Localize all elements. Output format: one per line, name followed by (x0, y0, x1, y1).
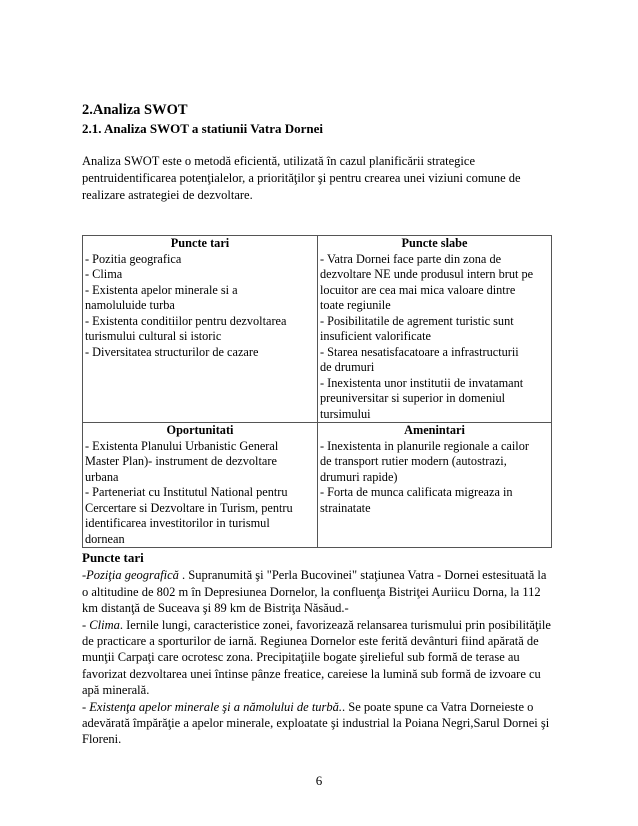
swot-table (82, 235, 552, 548)
swot-item-line: locuitor are cea mai mica valoare dintre (320, 282, 516, 297)
swot-item-line: - Diversitatea structurilor de cazare (85, 344, 259, 359)
swot-item-line: Master Plan)- instrument de dezvoltare (85, 454, 277, 468)
swot-item-line: de transport rutier modern (autostrazi, (320, 454, 507, 468)
subsection-heading: 2.1. Analiza SWOT a statiunii Vatra Dornei (82, 121, 324, 136)
mineral-waters-text: . Se poate spune ca Vatra Dorneieste o adevărată împărăţie a apelor minerale, exploatate şi industrial la Poiana Negri,Sarul Dornei şi Floreni. (82, 699, 550, 747)
swot-item-line: - Clima (85, 267, 123, 281)
swot-item-line: dezvoltare NE unde produsul intern brut pe (320, 267, 534, 281)
swot-item-line: - Inexistenta unor institutii de invatamant (320, 375, 524, 390)
paragraph-climate (82, 617, 552, 699)
swot-item-line: tursimului (320, 406, 371, 421)
swot-item-line: - Posibilitatile de agrement turistic sunt (320, 313, 514, 328)
swot-item-line: strainatate (320, 500, 371, 515)
swot-item-line: urbana (85, 469, 119, 484)
swot-item-line: - Inexistenta in planurile regionale a cailor (320, 438, 529, 453)
swot-row-top (83, 236, 552, 423)
swot-item-line: - Starea nesatisfacatoare a infrastructurii (320, 344, 519, 359)
swot-item-line: drumuri rapide) (320, 469, 398, 484)
swot-item-line: - Parteneriat cu Institutul National pentru (85, 485, 288, 499)
swot-item-line: Cercertare si Dezvoltare in Turism, pentru (85, 500, 293, 515)
strengths-cell (83, 236, 318, 423)
swot-item-line: toate regiunile (320, 298, 391, 312)
strengths-section (82, 550, 552, 748)
geography-label: -Poziţia geografică (82, 568, 179, 583)
swot-item-line: insuficient valorificate (320, 329, 431, 343)
swot-item-line: - Existenta conditiilor pentru dezvoltarea (85, 313, 287, 328)
swot-item-line: identificarea investitorilor in turismul (85, 516, 270, 530)
swot-item-line: de drumuri (320, 360, 375, 374)
threats-list (320, 439, 549, 517)
paragraph-geography (82, 567, 552, 616)
weaknesses-list (320, 252, 549, 423)
swot-item-line: turismului cultural si istoric (85, 329, 222, 343)
swot-item-line: - Forta de munca calificata migreaza in (320, 485, 513, 499)
opportunities-cell (83, 423, 318, 548)
paragraph-mineral-waters (82, 699, 552, 748)
swot-item-line: - Vatra Dornei face parte din zona de (320, 251, 502, 266)
climate-label: - Clima (82, 617, 120, 632)
threats-cell (318, 423, 552, 548)
strengths-section-title: Puncte tari (82, 550, 144, 565)
swot-row-bottom (83, 423, 552, 548)
strengths-list (85, 252, 315, 361)
page-number: 6 (315, 773, 323, 788)
weaknesses-cell (318, 236, 552, 423)
threats-title: Amenintari (404, 423, 465, 437)
swot-item-line: preuniversitar si superior in domeniul (320, 391, 506, 405)
opportunities-title: Oportunitati (166, 423, 234, 437)
mineral-waters-label: - Existenţa apelor minerale şi a nămolului de turbă. (82, 699, 343, 714)
swot-item-line: - Existenta apelor minerale si a (85, 282, 238, 297)
climate-text: . Iernile lungi, caracteristice zonei, favorizează relansarea turismului prin posibilităţile de practicare a sporturilor de iarnă. Regiunea Dornelor este ferită devânturi fiind apărată de munţii Carpaţi care ocrotesc zona. Precipitaţiile bogate şirelieful sub formă de terase au favorizat dezvoltarea unei întinse pânze freatice, careiese la lumină sub formă de izvoare cu apă minerală. (82, 617, 551, 698)
intro-paragraph: Analiza SWOT este o metodă eficientă, utilizată în cazul planificării strategice pentruidentificarea potenţialelor, a priorităţilor şi pentru crearea unei viziuni comune de realizare astrategiei de dezvoltare. (82, 154, 521, 202)
swot-item-line: - Existenta Planului Urbanistic General (85, 438, 279, 453)
strengths-title: Puncte tari (170, 236, 230, 250)
swot-item-line: - Pozitia geografica (85, 251, 182, 266)
swot-item-line: dornean (85, 531, 125, 546)
swot-item-line: namoluluide turba (85, 298, 175, 312)
weaknesses-title: Puncte slabe (401, 236, 468, 250)
section-heading: 2.Analiza SWOT (82, 102, 188, 118)
geography-text: . Supranumită şi "Perla Bucovinei" staţiunea Vatra - Dornei estesituată la o altitudine de 802 m în Depresiunea Dornelor, la confluenţa Bistriţei Auriicu Dorna, la 112 km distanţă de Suceava şi 89 km de Bistriţa Năsăud.- (82, 568, 547, 616)
opportunities-list (85, 439, 315, 548)
